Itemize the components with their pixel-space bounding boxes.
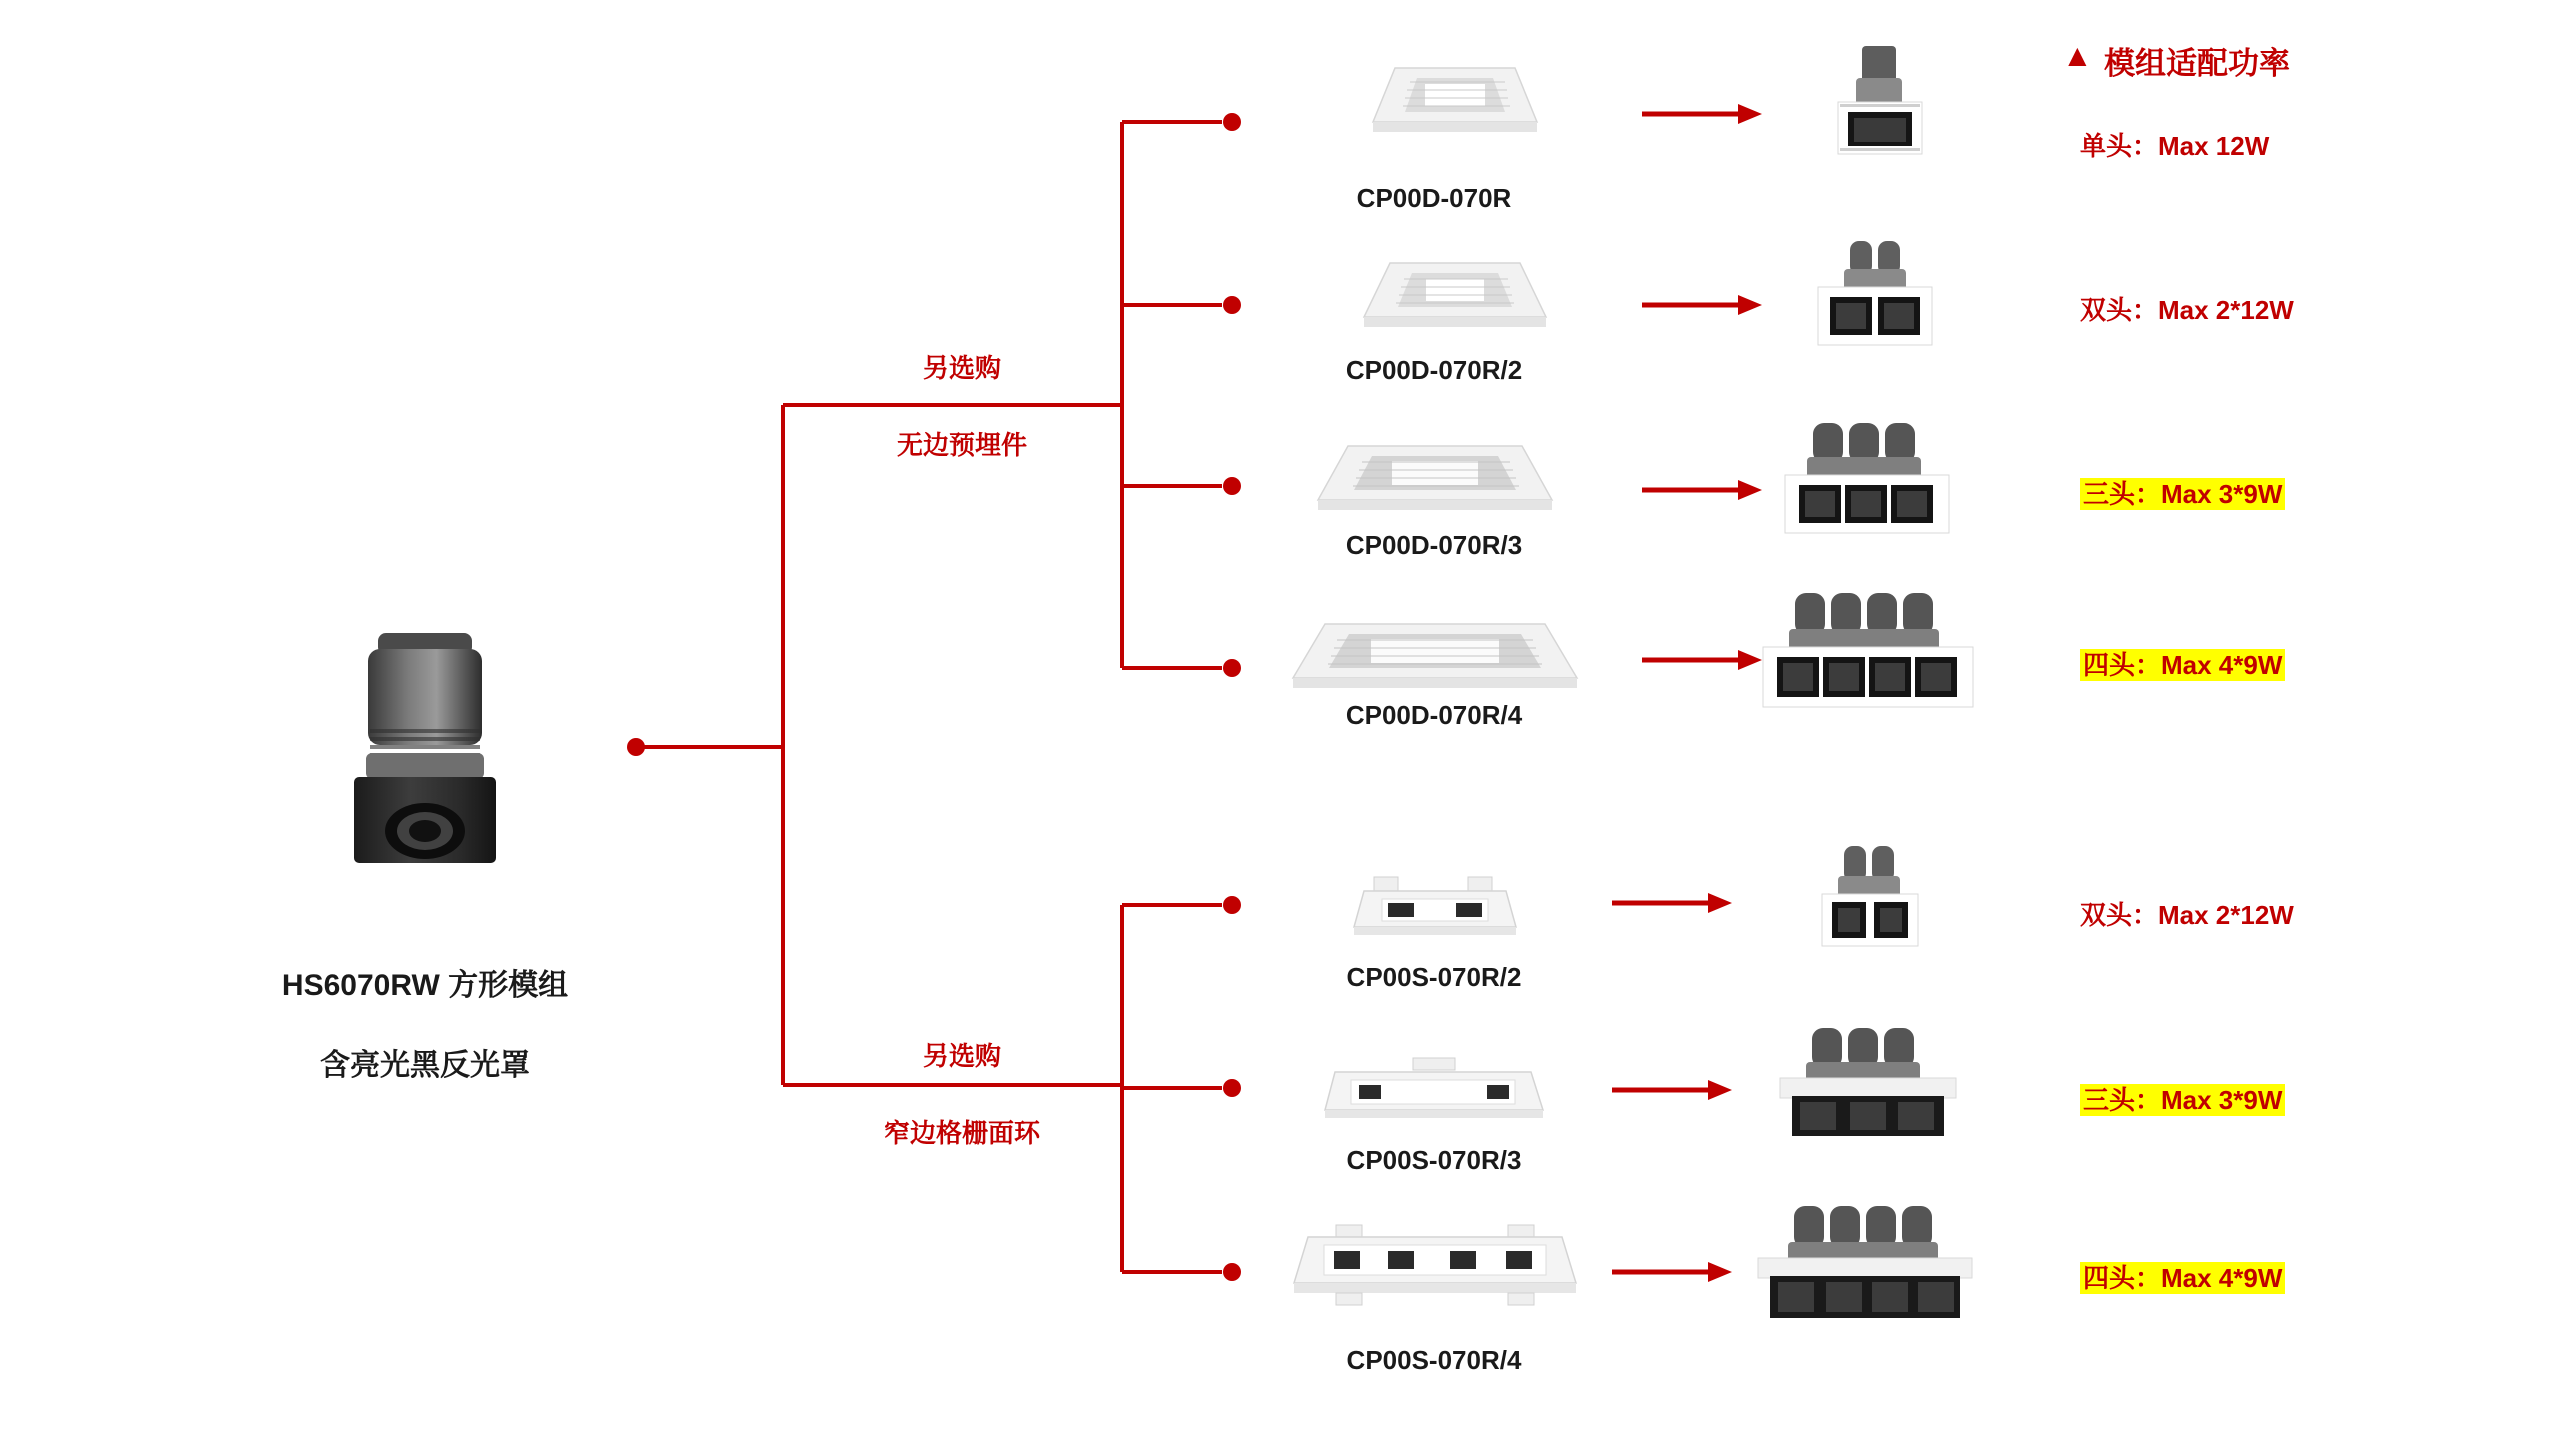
power-label-1head: 单头：Max 12W: [2080, 131, 2270, 161]
product-code-cp00d-070r-4: CP00D-070R/4: [1345, 700, 1523, 730]
branch-grille-label-line1: 另选购: [922, 1041, 1002, 1071]
source-label-line2: 含亮光黑反光罩: [320, 1049, 530, 1082]
product-code-cp00s-070r-3: CP00S-070R/3: [1346, 1145, 1522, 1175]
product-image-cp00d-070r-2: [1340, 245, 1570, 355]
power-label-3head-trimless-text: 三头：Max 3*9W: [2080, 478, 2285, 510]
fixture-image-cp00d-070r-3: [1745, 415, 1995, 550]
product-code-cp00d-070r-3: CP00D-070R/3: [1345, 530, 1523, 560]
fixture-image-cp00d-070r: [1790, 40, 1970, 170]
branch-trimless-label-line1: 另选购: [922, 353, 1002, 383]
power-label-4head-grille: [2080, 1258, 2285, 1295]
power-label-2head-trimless: 双头：Max 2*12W: [2080, 295, 2294, 325]
power-label-2head-grille: 双头：Max 2*12W: [2080, 900, 2294, 930]
power-label-4head-trimless-text: 四头：Max 4*9W: [2080, 649, 2285, 681]
power-label-3head-trimless: [2080, 474, 2285, 511]
power-label-3head-grille-text: 三头：Max 3*9W: [2080, 1084, 2285, 1116]
source-label-line1: HS6070RW 方形模组: [281, 969, 569, 1002]
branch-trimless-label-line2: 无边预埋件: [896, 430, 1028, 460]
product-code-cp00d-070r: CP00D-070R: [1356, 183, 1512, 213]
product-code-cp00s-070r-4: CP00S-070R/4: [1346, 1345, 1522, 1375]
fixture-image-cp00d-070r-4: [1725, 585, 2015, 725]
product-image-cp00s-070r-4: [1280, 1215, 1590, 1330]
product-code-cp00d-070r-2: CP00D-070R/2: [1345, 355, 1523, 385]
legend-title: 模组适配功率: [2104, 46, 2290, 81]
product-image-cp00d-070r: [1355, 50, 1555, 160]
power-label-4head-trimless: [2080, 645, 2285, 682]
product-image-cp00s-070r-2: [1330, 865, 1540, 965]
power-label-4head-grille-text: 四头：Max 4*9W: [2080, 1262, 2285, 1294]
product-code-cp00s-070r-2: CP00S-070R/2: [1346, 962, 1522, 992]
legend-marker-icon: ▲: [2062, 38, 2093, 73]
fixture-image-cp00s-070r-2: [1770, 838, 1970, 968]
fixture-image-cp00s-070r-3: [1740, 1020, 2000, 1155]
power-label-3head-grille: [2080, 1080, 2285, 1117]
product-image-cp00d-070r-3: [1300, 430, 1570, 540]
branch-grille-label-line2: 窄边格栅面环: [883, 1118, 1041, 1148]
source-module-image: [340, 625, 510, 885]
product-image-cp00s-070r-3: [1305, 1048, 1565, 1148]
fixture-image-cp00s-070r-4: [1720, 1198, 2020, 1338]
fixture-image-cp00d-070r-2: [1770, 235, 1980, 365]
